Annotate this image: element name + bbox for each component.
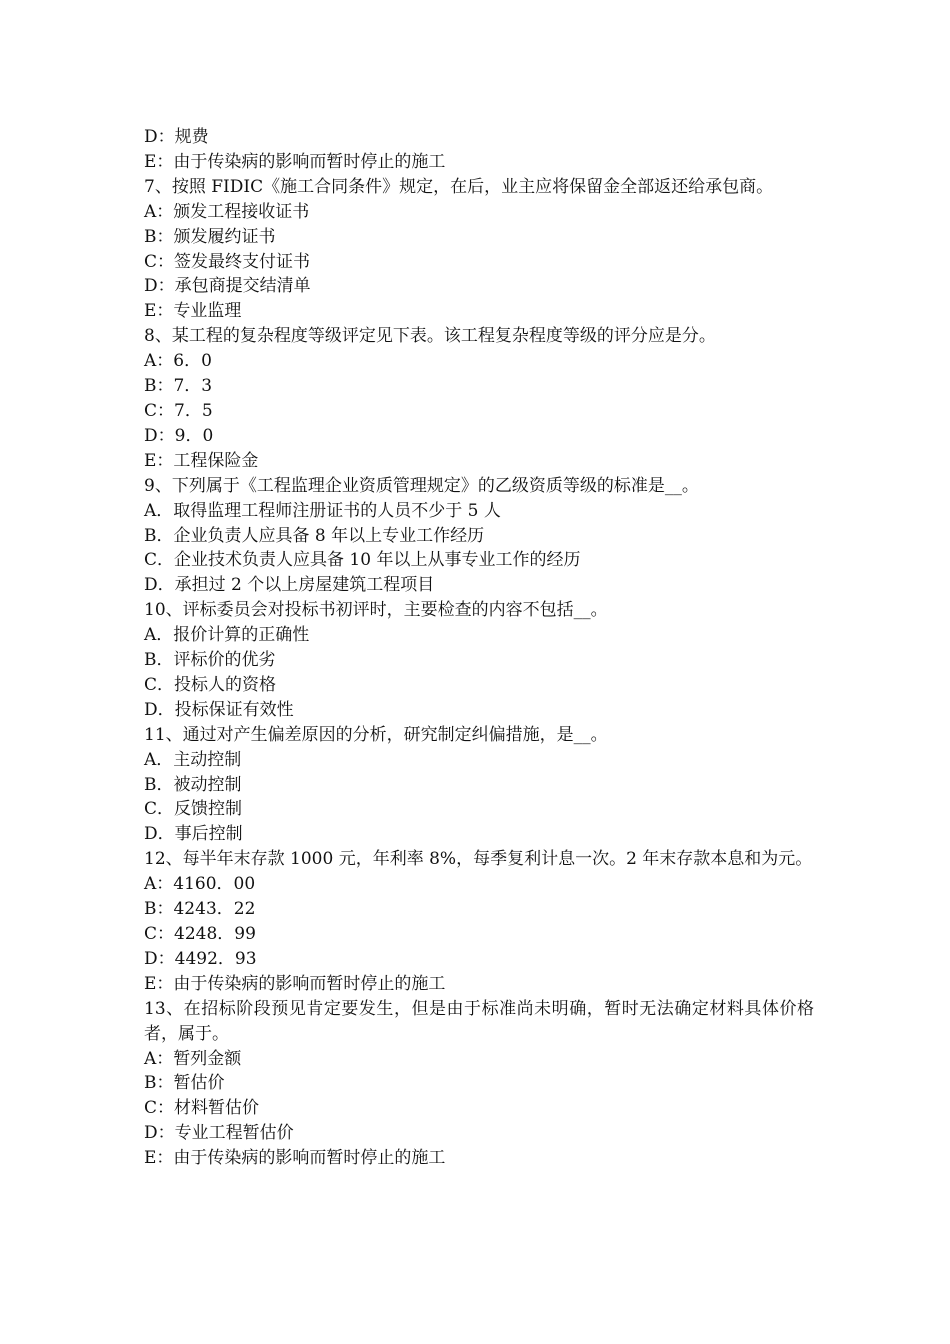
option-c-q8: C：7．5 — [144, 400, 213, 421]
option-d-q12: D：4492．93 — [144, 948, 257, 969]
option-e-q8: E：工程保险金 — [144, 450, 259, 471]
option-c-q13: C：材料暂估价 — [144, 1098, 260, 1119]
option-b-q12: B：4243．22 — [144, 899, 256, 920]
option-a-q7: A：颁发工程接收证书 — [144, 201, 310, 222]
option-b-q8: B：7．3 — [144, 376, 213, 397]
option-a-q11: A．主动控制 — [144, 749, 242, 770]
option-b-q13: B：暂估价 — [144, 1073, 225, 1094]
option-c-q12: C：4248．99 — [144, 924, 256, 944]
option-c-q11: C．反馈控制 — [144, 799, 243, 820]
question-11: 11、通过对产生偏差原因的分析，研究制定纠偏措施，是__。 — [144, 724, 608, 745]
option-c-q9: C．企业技术负责人应具备 10 年以上从事专业工作的经历 — [144, 550, 581, 571]
question-7: 7、按照 FIDIC《施工合同条件》规定，在后，业主应将保留金全部返还给承包商。 — [144, 176, 774, 197]
option-c-q10: C．投标人的资格 — [144, 674, 277, 695]
option-d-q11: D．事后控制 — [144, 824, 243, 845]
option-d-q10: D．投标保证有效性 — [144, 699, 294, 720]
question-8: 8、某工程的复杂程度等级评定见下表。该工程复杂程度等级的评分应是分。 — [144, 326, 716, 347]
option-a-q12: A：4160．00 — [144, 874, 256, 895]
question-9: 9、下列属于《工程监理企业资质管理规定》的乙级资质等级的标准是__。 — [144, 475, 699, 496]
option-d-q6: D：规费 — [144, 127, 209, 147]
option-e-q6: E：由于传染病的影响而暂时停止的施工 — [144, 151, 446, 172]
option-d-q7: D：承包商提交结清单 — [144, 276, 311, 297]
option-b-q11: B．被动控制 — [144, 774, 242, 795]
option-b-q10: B．评标价的优劣 — [144, 650, 276, 671]
option-d-q8: D：9．0 — [144, 425, 214, 446]
option-b-q7: B：颁发履约证书 — [144, 226, 276, 247]
option-e-q7: E：专业监理 — [144, 301, 242, 322]
option-d-q13: D：专业工程暂估价 — [144, 1123, 294, 1144]
question-10: 10、评标委员会对投标书初评时，主要检查的内容不包括__。 — [144, 600, 608, 621]
option-e-q13: E：由于传染病的影响而暂时停止的施工 — [144, 1148, 446, 1169]
option-b-q9: B．企业负责人应具备 8 年以上专业工作经历 — [144, 525, 485, 546]
option-a-q8: A：6．0 — [144, 351, 212, 372]
document-page — [144, 125, 814, 1171]
option-a-q10: A．报价计算的正确性 — [144, 625, 310, 646]
option-c-q7: C：签发最终支付证书 — [144, 251, 311, 272]
option-a-q9: A．取得监理工程师注册证书的人员不少于 5 人 — [144, 500, 501, 521]
option-a-q13: A：暂列金额 — [144, 1048, 242, 1069]
option-e-q12: E：由于传染病的影响而暂时停止的施工 — [144, 973, 446, 994]
question-13: 13、在招标阶段预见肯定要发生，但是由于标准尚未明确，暂时无法确定材料具体价格者，属于。 — [144, 998, 814, 1044]
question-12: 12、每半年末存款 1000 元，年利率 8%，每季复利计息一次。2 年末存款本息和为元。 — [144, 849, 813, 870]
option-d-q9: D．承担过 2 个以上房屋建筑工程项目 — [144, 575, 435, 596]
